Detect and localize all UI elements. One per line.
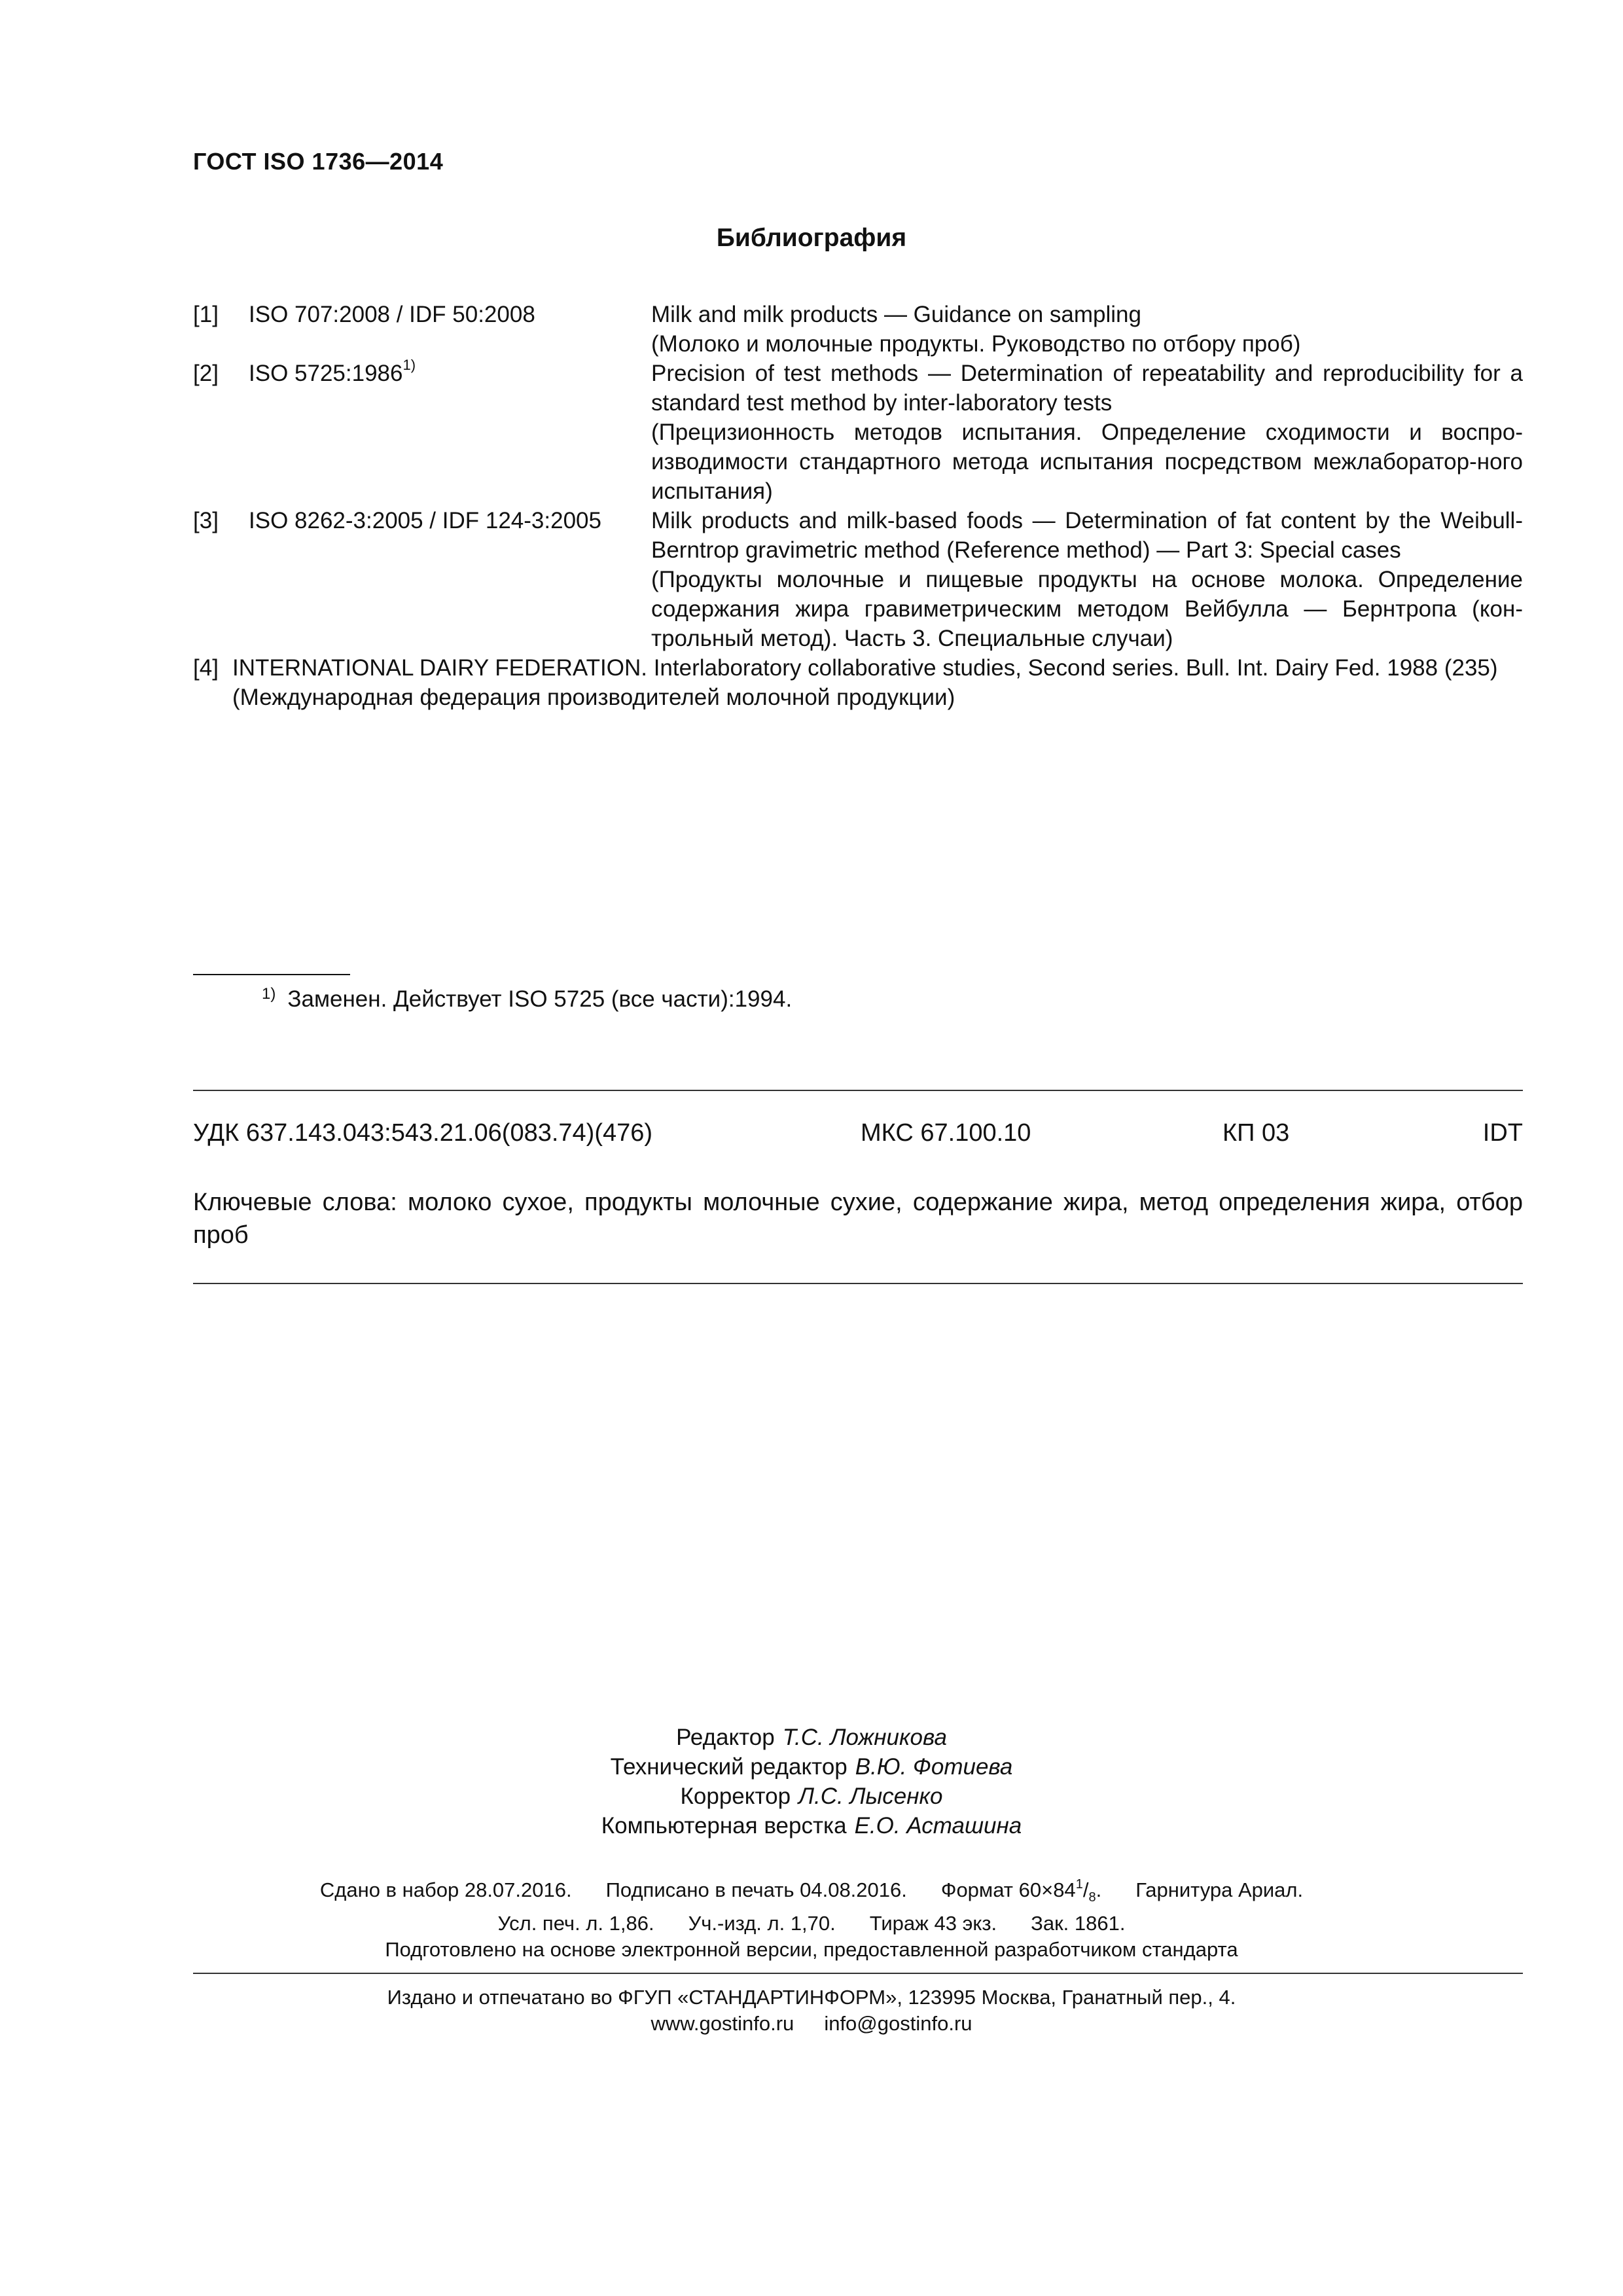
footnote [262,984,792,1016]
entry-reference: ISO 8262-3:2005 / IDF 124-3:2005 [249,508,601,533]
footnote-ref-mark: 1) [402,357,416,374]
entry-number: [4] [193,655,219,681]
publisher-line: Издано и отпечатано во ФГУП «СТАНДАРТИНФОРМ», 123995 Москва, Гранатный пер., 4. [387,1986,1236,2009]
entry-title-en: Milk and milk products — Guidance on sampling [651,302,1141,327]
divider [193,1283,1523,1284]
entry-text-ru: (Международная федерация производителей молочной продукции) [232,685,955,710]
bibliography-entry [193,653,1523,712]
idt-code: IDT [1482,1119,1523,1147]
credit-line: Редактор Т.С. Ложникова [676,1725,947,1750]
udk-code: УДК 637.143.043:543.21.06(083.74)(476) [193,1119,653,1147]
footnote-text: Заменен. Действует ISO 5725 (все части):1994. [287,986,793,1012]
footnote-separator [193,974,350,975]
entry-reference: ISO 5725:1986$^{1)}$ [249,357,416,386]
imprint-line-2: Усл. печ. л. 1,86. Уч.-изд. л. 1,70. Тираж 43 экз. Зак. 1861. [497,1912,1126,1935]
bibliography-list [193,300,1523,712]
document-id: ГОСТ ISO 1736—2014 [193,148,444,175]
footnote-mark: 1) [262,985,276,1003]
entry-number: [3] [193,508,219,533]
bibliography-entry [193,359,1523,506]
divider [193,1973,1523,1974]
publisher-website[interactable]: www.gostinfo.ru [651,2012,794,2035]
bibliography-entry [193,506,1523,653]
imprint-note: Подготовлено на основе электронной версии, предоставленной разработчиком стандарта [385,1938,1238,1962]
publisher [0,1984,1623,2037]
divider [193,1090,1523,1091]
mks-code: МКС 67.100.10 [861,1119,1031,1147]
bibliography-title: Библиография [716,224,907,252]
credit-line: Технический редактор В.Ю. Фотиева [610,1754,1013,1780]
imprint-line-1: Сдано в набор 28.07.2016. Подписано в печать 04.08.2016. Формат $60\times 84^1/_8$. Гарнитура Ариал. [319,1876,1304,1905]
entry-number: [2] [193,361,219,386]
keywords: Ключевые слова: молоко сухое, продукты молочные сухие, содержание жира, метод определения жира, отбор проб [193,1189,1523,1249]
entry-number: [1] [193,302,219,327]
classification-row [193,1119,1523,1152]
credit-line: Компьютерная верстка Е.О. Асташина [601,1813,1022,1839]
credit-line: Корректор Л.С. Лысенко [680,1784,943,1809]
entry-text-en: INTERNATIONAL DAIRY FEDERATION. Interlaboratory collaborative studies, Second series. Bull. Int. Dairy Fed. 1988 (235) [232,655,1498,681]
imprint [0,1877,1623,1963]
bibliography-entry [193,300,1523,359]
entry-title-ru: (Прецизионность методов испытания. Определение сходимости и воспро-изводимости стандартного метода испытания посредством межлаборатор-ного испытания) [651,420,1523,504]
entry-reference: ISO 707:2008 / IDF 50:2008 [249,302,535,327]
entry-title-ru: (Продукты молочные и пищевые продукты на основе молока. Определение содержания жира гравиметрическим методом Вейбулла — Бернтропа (кон-трольный метод). Часть 3. Специальные случаи) [651,567,1523,651]
credits [0,1723,1623,1840]
publisher-email[interactable]: info@gostinfo.ru [824,2012,972,2035]
entry-title-en: Precision of test methods — Determination of repeatability and reproducibility for a standard test method by inter-laboratory tests [651,361,1523,416]
entry-title-en: Milk products and milk-based foods — Determination of fat content by the Weibull-Berntrop gravimetric method (Reference method) — Part 3: Special cases [651,508,1523,563]
entry-title-ru: (Молоко и молочные продукты. Руководство по отбору проб) [651,331,1301,357]
kp-code: КП 03 [1222,1119,1290,1147]
